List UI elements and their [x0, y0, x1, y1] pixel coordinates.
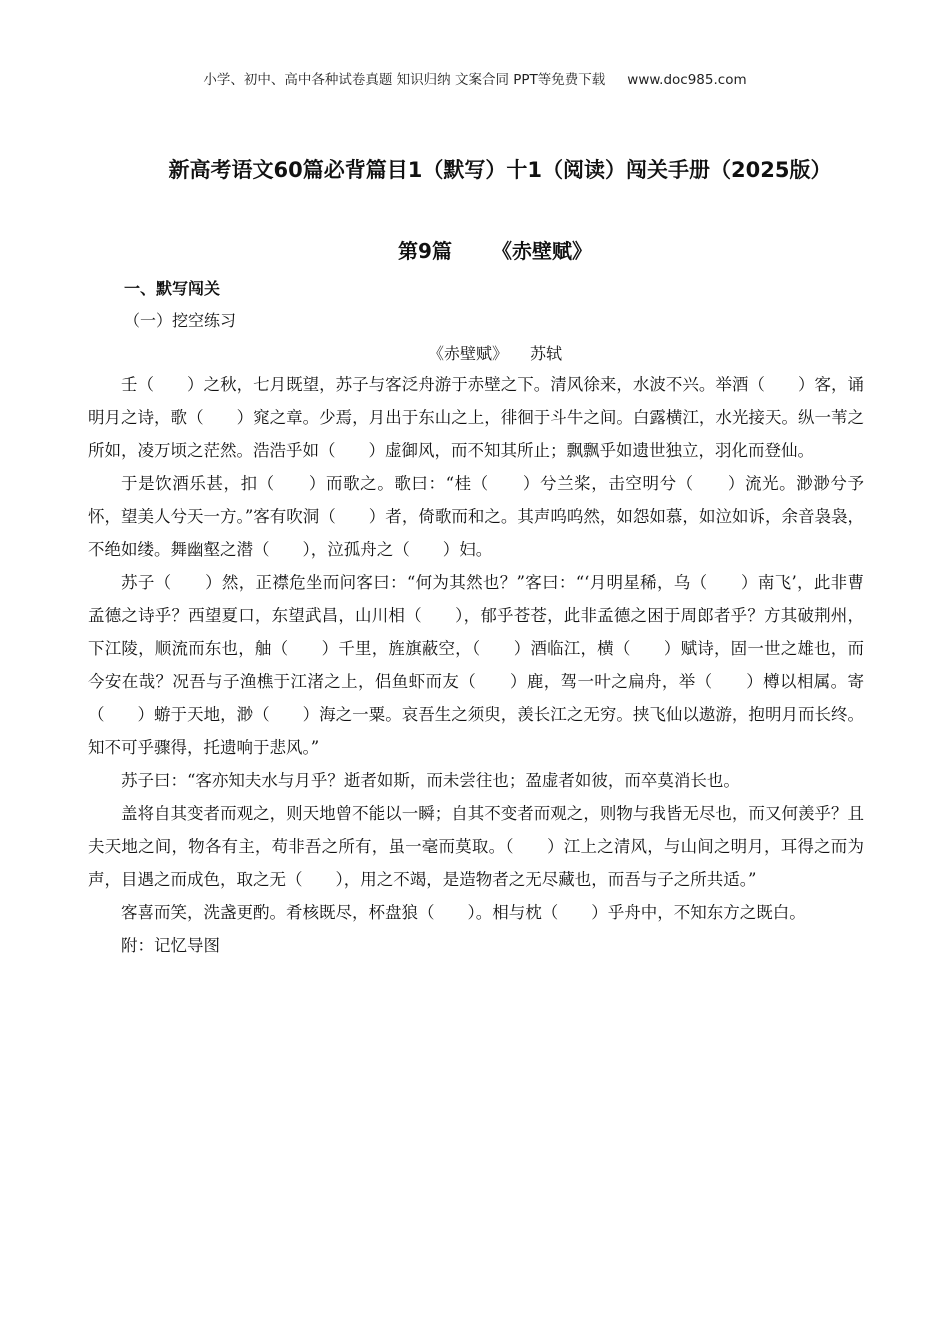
- paragraph: 苏子曰：“客亦知夫水与月乎？逝者如斯，而未尝往也；盈虚者如彼，而卒莫消长也。: [121, 771, 740, 790]
- chapter-heading: [0, 235, 950, 264]
- subsection-heading: （一）挖空练习: [124, 311, 237, 330]
- chapter-number: 第9篇: [398, 239, 452, 263]
- document-title: 新高考语文60篇必背篇目1（默写）十1（阅读）闯关手册（2025版）: [168, 158, 832, 182]
- header-url[interactable]: www.doc985.com: [627, 72, 747, 88]
- paragraph: 苏子（ ）然，正襟危坐而问客曰：“何为其然也？”客曰：“‘月明星稀，乌（ ）南飞’，此非曹孟德之诗乎？西望夏口，东望武昌，山川相（ ），郁乎苍苍，此非孟德之困于周郎者乎？方其破荆州，下江陵，顺流而东也，舳（ ）千里，旌旗蔽空，（ ）酒临江，横（ ）赋诗，固一世之雄也，而今安在哉？况吾与子渔樵于江渚之上，侣鱼虾而友（ ）鹿，驾一叶之扁舟，举（ ）樽以相属。寄（ ）蝣于天地，渺（ ）海之一粟。哀吾生之须臾，羡长江之无穷。挟飞仙以遨游，抱明月而长终。知不可乎骤得，托遗响于悲风。”: [88, 573, 864, 757]
- poem-heading: [0, 341, 950, 364]
- paragraph: 壬（ ）之秋，七月既望，苏子与客泛舟游于赤壁之下。清风徐来，水波不兴。举酒（ ）客，诵明月之诗，歌（ ）窕之章。少焉，月出于东山之上，徘徊于斗牛之间。白露横江，水光接天。纵一苇之所如，凌万顷之茫然。浩浩乎如（ ）虚御风，而不知其所止；飘飘乎如遗世独立，羽化而登仙。: [88, 375, 864, 460]
- paragraph: 于是饮酒乐甚，扣（ ）而歌之。歌曰：“桂（ ）兮兰桨，击空明兮（ ）流光。渺渺兮予怀，望美人兮天一方。”客有吹洞（ ）者，倚歌而和之。其声呜呜然，如怨如慕，如泣如诉，余音袅袅，不绝如缕。舞幽壑之潜（ ），泣孤舟之（ ）妇。: [88, 474, 864, 559]
- poem-body: [88, 368, 864, 962]
- paragraph: 盖将自其变者而观之，则天地曾不能以一瞬；自其不变者而观之，则物与我皆无尽也，而又何羡乎？且夫天地之间，物各有主，苟非吾之所有，虽一毫而莫取。（ ）江上之清风，与山间之明月，耳得之而为声，目遇之而成色，取之无（ ），用之不竭，是造物者之无尽藏也，而吾与子之所共适。”: [88, 804, 864, 889]
- header-text: 小学、初中、高中各种试卷真题 知识归纳 文案合同 PPT等免费下载: [203, 72, 606, 88]
- chapter-name: 《赤壁赋》: [491, 239, 592, 263]
- appendix-label: 附：记忆导图: [121, 936, 220, 955]
- paragraph: 客喜而笑，洗盏更酌。肴核既尽，杯盘狼（ ）。相与枕（ ）乎舟中，不知东方之既白。: [121, 903, 806, 922]
- page-header: [0, 68, 950, 88]
- poem-title: 《赤壁赋》: [427, 344, 508, 363]
- section-heading: 一、默写闯关: [124, 279, 221, 298]
- poem-author: 苏轼: [530, 344, 563, 363]
